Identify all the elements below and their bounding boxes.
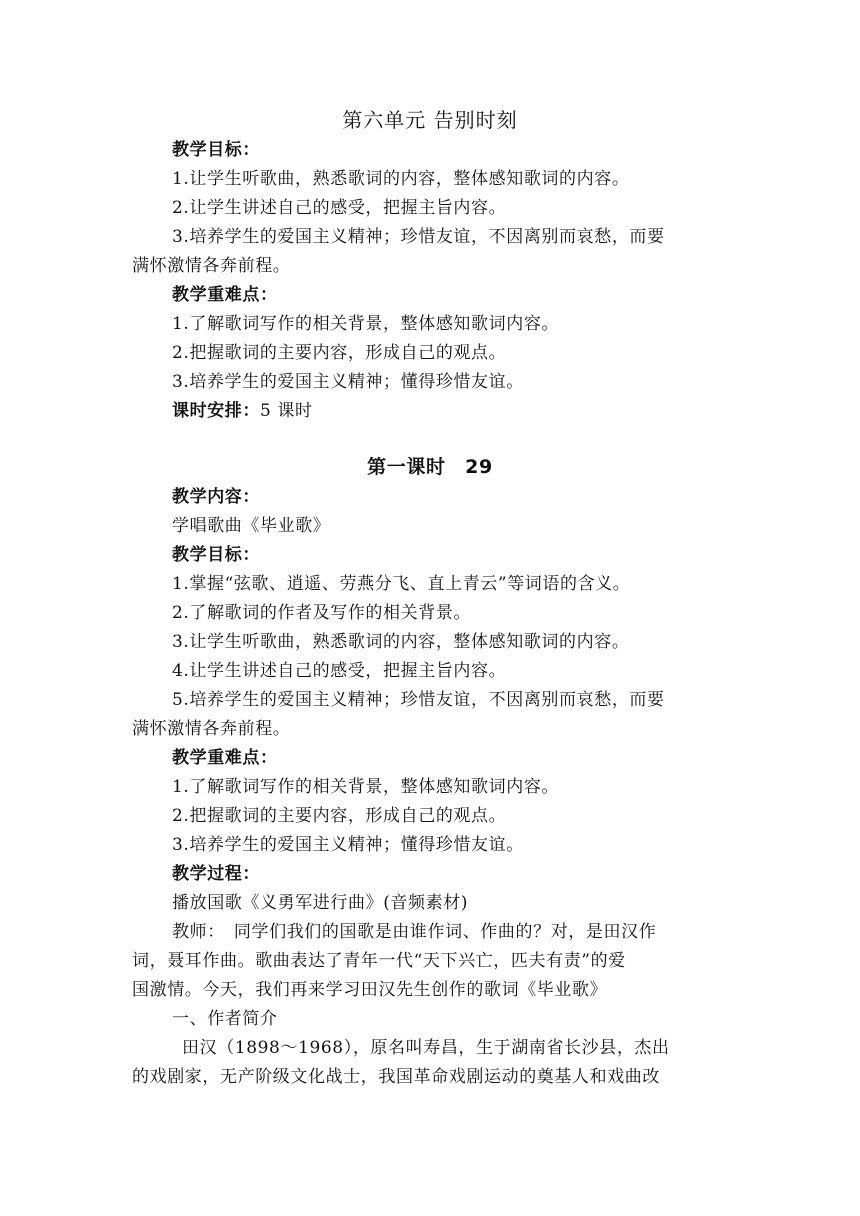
schedule-value: 5 课时 [260, 401, 313, 421]
process-line-6: 田汉（1898～1968），原名叫寿昌，生于湖南省长沙县，杰出 [182, 1038, 670, 1058]
process-line-3: 词，聂耳作曲。歌曲表达了青年一代“天下兴亡，匹夫有责”的爱 [132, 951, 626, 971]
process-line-2: 教师： 同学们我们的国歌是由谁作词、作曲的？对，是田汉作 [172, 922, 657, 942]
lesson-goal-4: 4.让学生讲述自己的感受，把握主旨内容。 [172, 661, 507, 681]
process-line-4: 国激情。今天，我们再来学习田汉先生创作的歌词《毕业歌》 [132, 980, 608, 1000]
lesson-key-heading: 教学重难点： [172, 748, 278, 768]
unit-key-heading: 教学重难点： [172, 285, 278, 305]
unit-goal-1: 1.让学生听歌曲，熟悉歌词的内容，整体感知歌词的内容。 [172, 169, 630, 189]
lesson-key-3: 3.培养学生的爱国主义精神；懂得珍惜友谊。 [172, 835, 524, 855]
lesson-title: 第一课时 29 [367, 456, 493, 478]
lesson-key-2: 2.把握歌词的主要内容，形成自己的观点。 [172, 806, 507, 826]
unit-key-1: 1.了解歌词写作的相关背景，整体感知歌词内容。 [172, 314, 560, 334]
process-section-heading: 一、作者简介 [172, 1009, 278, 1029]
unit-goal-3: 3.培养学生的爱国主义精神；珍惜友谊，不因离别而哀愁，而要 [172, 227, 665, 247]
unit-goal-2: 2.让学生讲述自己的感受，把握主旨内容。 [172, 198, 507, 218]
process-line-1: 播放国歌《义勇军进行曲》(音频素材) [172, 893, 469, 913]
lesson-goals-heading: 教学目标： [172, 545, 260, 565]
lesson-goal-5-cont: 满怀激情各奔前程。 [132, 719, 291, 739]
lesson-content-heading: 教学内容： [172, 487, 260, 507]
lesson-goal-5: 5.培养学生的爱国主义精神；珍惜友谊，不因离别而哀愁，而要 [172, 690, 665, 710]
lesson-goal-3: 3.让学生听歌曲，熟悉歌词的内容，整体感知歌词的内容。 [172, 632, 630, 652]
lesson-goal-1: 1.掌握“弦歌、逍遥、劳燕分飞、直上青云”等词语的含义。 [172, 574, 631, 594]
lesson-process-heading: 教学过程： [172, 864, 260, 884]
lesson-content: 学唱歌曲《毕业歌》 [172, 516, 331, 536]
schedule-label: 课时安排： [172, 401, 260, 421]
lesson-goal-2: 2.了解歌词的作者及写作的相关背景。 [172, 603, 472, 623]
unit-schedule [172, 399, 313, 423]
unit-goal-3-cont: 满怀激情各奔前程。 [132, 256, 291, 276]
unit-title: 第六单元 告别时刻 [342, 108, 518, 132]
unit-key-3: 3.培养学生的爱国主义精神；懂得珍惜友谊。 [172, 372, 524, 392]
lesson-key-1: 1.了解歌词写作的相关背景，整体感知歌词内容。 [172, 777, 560, 797]
unit-goals-heading: 教学目标： [172, 140, 260, 160]
process-line-7: 的戏剧家，无产阶级文化战士，我国革命戏剧运动的奠基人和戏曲改 [132, 1067, 660, 1087]
unit-key-2: 2.把握歌词的主要内容，形成自己的观点。 [172, 343, 507, 363]
